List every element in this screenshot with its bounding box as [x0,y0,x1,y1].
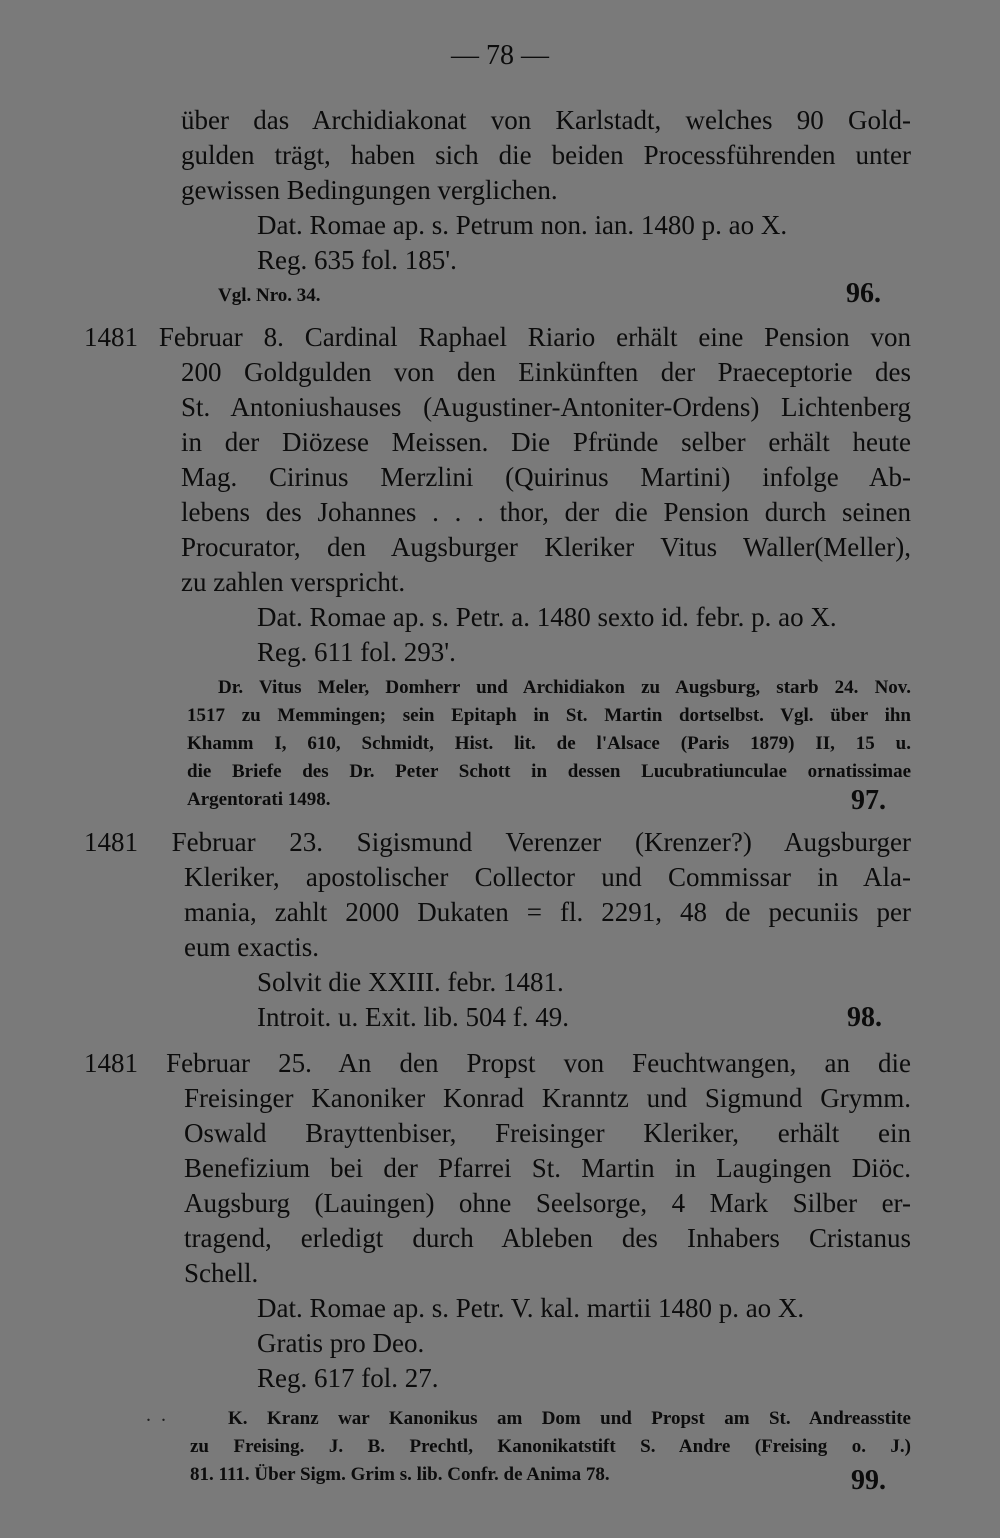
footnote-line: 1517 zu Memmingen; sein Epitaph in St. Martin dortselbst. Vgl. über ihn [187,705,911,726]
solvit-line: Solvit die XXIII. febr. 1481. [257,967,564,997]
text-line: gulden trägt, haben sich die beiden Processführenden unter [181,140,911,170]
reg-line: Reg. 611 fol. 293'. [257,637,456,667]
footnote-line: zu Freising. J. B. Prechtl, Kanonikatstift S. Andre (Freising o. J.) [190,1436,911,1457]
footnote-line: die Briefe des Dr. Peter Schott in dessen Lucubratiunculae ornatissimae [187,761,911,782]
text-line: Oswald Brayttenbiser, Freisinger Kleriker, erhält ein [184,1118,911,1148]
footnote-line: 81. 111. Über Sigm. Grim s. lib. Confr. de Anima 78. [190,1464,610,1485]
text-line: 200 Goldgulden von den Einkünften der Praeceptorie des [181,357,911,387]
footnote-line: Vgl. Nro. 34. [218,285,321,306]
footnote-line: K. Kranz war Kanonikus am Dom und Propst am St. Andreasstite [228,1408,911,1429]
text-line: Augsburg (Lauingen) ohne Seelsorge, 4 Mark Silber er- [184,1188,911,1218]
footnote-line: Argentorati 1498. [187,789,331,810]
stray-marks: . . [146,1404,166,1426]
text-line: Procurator, den Augsburger Kleriker Vitus Waller(Meller), [181,532,911,562]
footnote-line: Khamm I, 610, Schmidt, Hist. lit. de l'Alsace (Paris 1879) II, 15 u. [187,733,911,754]
entry-number: 98. [847,1002,882,1033]
dat-line: Dat. Romae ap. s. Petr. V. kal. martii 1480 p. ao X. [257,1293,805,1323]
text-line: in der Diözese Meissen. Die Pfründe selber erhält heute [181,427,911,457]
text-line: Kleriker, apostolischer Collector und Commissar in Ala- [184,862,911,892]
entry-number: 97. [851,785,886,816]
text-line: tragend, erledigt durch Ableben des Inhabers Cristanus [184,1223,911,1253]
text-line: 1481 Februar 25. An den Propst von Feuchtwangen, an die [84,1048,911,1078]
dat-line: Dat. Romae ap. s. Petr. a. 1480 sexto id. febr. p. ao X. [257,602,837,632]
text-line: Benefizium bei der Pfarrei St. Martin in Laugingen Diöc. [184,1153,911,1183]
text-line: Freisinger Kanoniker Konrad Kranntz und Sigmund Grymm. [184,1083,911,1113]
text-line: lebens des Johannes . . . thor, der die Pension durch seinen [181,497,911,527]
text-line: mania, zahlt 2000 Dukaten = fl. 2291, 48 de pecuniis per [184,897,911,927]
text-line: über das Archidiakonat von Karlstadt, welches 90 Gold- [181,105,911,135]
introit-line: Introit. u. Exit. lib. 504 f. 49. [257,1002,569,1032]
dat-line: Dat. Romae ap. s. Petrum non. ian. 1480 p. ao X. [257,210,788,240]
text-line: St. Antoniushauses (Augustiner-Antoniter-Ordens) Lichtenberg [181,392,911,422]
page-number: — 78 — [451,40,549,71]
text-line: Schell. [184,1258,259,1288]
entry-number: 99. [851,1465,886,1496]
text-line: zu zahlen verspricht. [181,567,406,597]
text-line: gewissen Bedingungen verglichen. [181,175,558,205]
reg-line: Reg. 617 fol. 27. [257,1363,439,1393]
entry-number: 96. [846,278,881,309]
reg-line: Reg. 635 fol. 185'. [257,245,457,275]
text-line: 1481 Februar 8. Cardinal Raphael Riario erhält eine Pension von [84,322,911,352]
text-line: Mag. Cirinus Merzlini (Quirinus Martini) infolge Ab- [181,462,911,492]
text-line: 1481 Februar 23. Sigismund Verenzer (Krenzer?) Augsburger [84,827,911,857]
footnote-line: Dr. Vitus Meler, Domherr und Archidiakon zu Augsburg, starb 24. Nov. [218,677,911,698]
text-line: eum exactis. [184,932,319,962]
gratis-line: Gratis pro Deo. [257,1328,425,1358]
